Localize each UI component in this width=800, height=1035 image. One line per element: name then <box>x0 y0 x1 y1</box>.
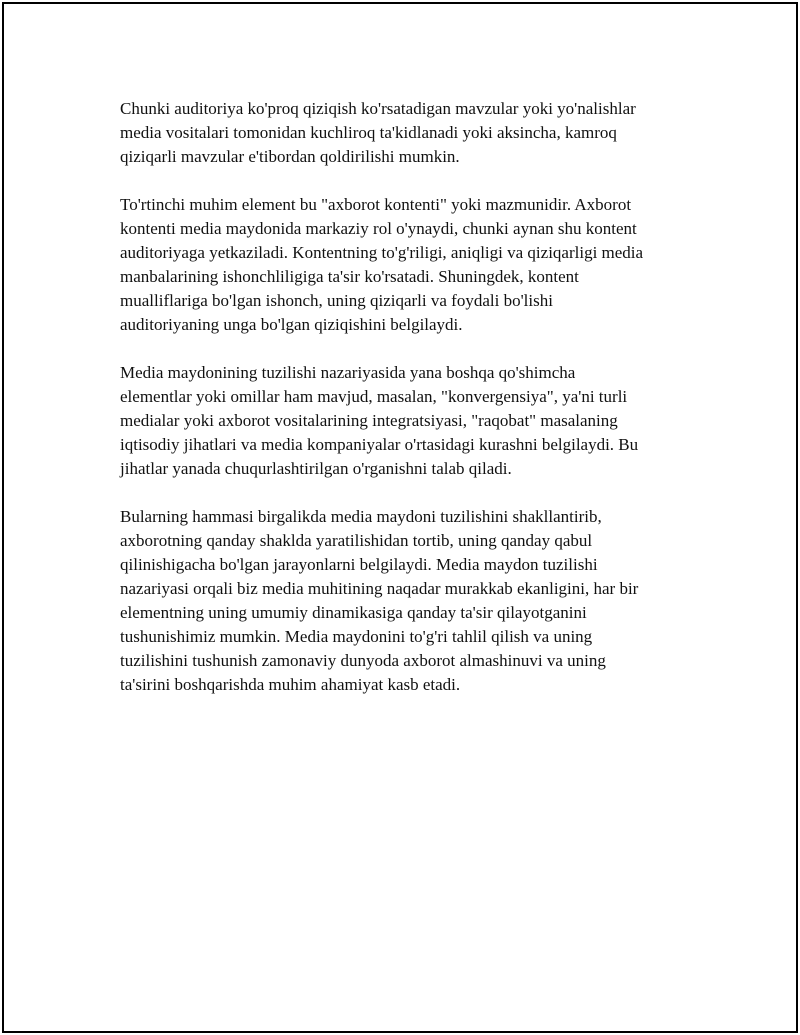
text-line: media vositalari tomonidan kuchliroq ta'kidlanadi yoki aksincha, kamroq <box>120 123 617 142</box>
text-line: tuzilishini tushunish zamonaviy dunyoda axborot almashinuvi va uning <box>120 651 606 670</box>
text-line: manbalarining ishonchliligiga ta'sir ko'rsatadi. Shuningdek, kontent <box>120 267 579 286</box>
text-line: elementning uning umumiy dinamikasiga qanday ta'sir qilayotganini <box>120 603 587 622</box>
text-line: tushunishimiz mumkin. Media maydonini to'g'ri tahlil qilish va uning <box>120 627 593 646</box>
text-line: auditoriyaga yetkaziladi. Kontentning to'g'riligi, aniqligi va qiziqarligi media <box>120 243 644 262</box>
text-line: ta'sirini boshqarishda muhim ahamiyat kasb etadi. <box>120 675 461 694</box>
text-line: elementlar yoki omillar ham mavjud, masalan, "konvergensiya", ya'ni turli <box>120 387 628 406</box>
document-page <box>2 2 798 1033</box>
paragraph-3 <box>120 361 700 481</box>
text-line: kontenti media maydonida markaziy rol o'ynaydi, chunki aynan shu kontent <box>120 219 637 238</box>
text-line: Chunki auditoriya ko'proq qiziqish ko'rsatadigan mavzular yoki yo'nalishlar <box>120 99 636 118</box>
text-line: nazariyasi orqali biz media muhitining naqadar murakkab ekanligini, har bir <box>120 579 639 598</box>
text-line: axborotning qanday shaklda yaratilishidan tortib, uning qanday qabul <box>120 531 593 550</box>
text-line: medialar yoki axborot vositalarining integratsiyasi, "raqobat" masalaning <box>120 411 618 430</box>
text-line: qilinishigacha bo'lgan jarayonlarni belgilaydi. Media maydon tuzilishi <box>120 555 598 574</box>
paragraph-2 <box>120 193 700 337</box>
text-line: mualliflariga bo'lgan ishonch, uning qiziqarli va foydali bo'lishi <box>120 291 553 310</box>
text-line: qiziqarli mavzular e'tibordan qoldirilishi mumkin. <box>120 147 460 166</box>
text-line: auditoriyaning unga bo'lgan qiziqishini belgilaydi. <box>120 315 463 334</box>
text-line: jihatlar yanada chuqurlashtirilgan o'rganishni talab qiladi. <box>120 459 512 478</box>
paragraph-1 <box>120 97 700 169</box>
text-line: Bularning hammasi birgalikda media maydoni tuzilishini shakllantirib, <box>120 507 602 526</box>
text-line: iqtisodiy jihatlari va media kompaniyalar o'rtasidagi kurashni belgilaydi. Bu <box>120 435 639 454</box>
document-body <box>120 97 700 721</box>
text-line: To'rtinchi muhim element bu "axborot kontenti" yoki mazmunidir. Axborot <box>120 195 632 214</box>
text-line: Media maydonining tuzilishi nazariyasida yana boshqa qo'shimcha <box>120 363 576 382</box>
paragraph-4 <box>120 505 700 697</box>
